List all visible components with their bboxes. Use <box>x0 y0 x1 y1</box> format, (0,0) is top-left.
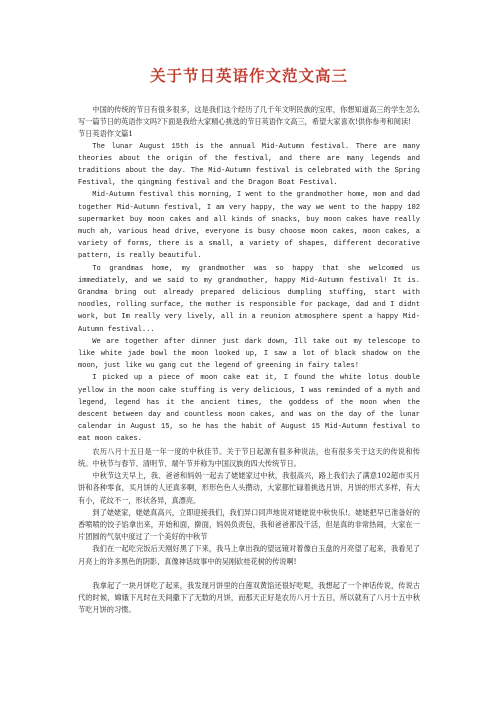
section-heading: 节日英语作文篇1 <box>78 129 133 139</box>
intro-paragraph: 中国的传统的节日有很多很多，这是我们这个经历了几千年文明民族的宝库，你想知道高三的学生怎么写一篇节日的英语作文吗?下面是我给大家精心挑选的节日英语作文高三，希望大家喜欢!供你参考和阅读! <box>78 105 420 127</box>
document-body <box>78 104 420 616</box>
english-paragraph-1: The lunar August 15th is the annual Mid-Autumn festival. There are many theories about the origin of the festival, and there are many legends and traditions about the day. The Mid-Autumn festival is celebrated with the Spring Festival, the qingming festival and the Dragon Boat Festival. <box>78 142 420 188</box>
english-paragraph-5: I picked up a piece of moon cake eat it, I found the white lotus double yellow in the moon cake stuffing is very delicious, I was reminded of a myth and legend, legend has it the ancient times, the goddess of the moon when the descent between day and countless moon cakes, and was on the day of the lunar calendar in August 15, so he has the habit of August 15 Mid-Autumn festival to eat moon cakes. <box>78 374 420 444</box>
english-paragraph-3: To grandmas home, my grandmother was so happy that she welcomed us immediately, and we said to my grandmother, happy Mid-Autumn festival! It is. Grandma bring out already prepared delicious dumpling stuffing, start with noodles, rolling surface, the mother is responsible for package, dad and I didnt work, but Im really very lively, all in a reunion atmosphere spent a happy Mid-Autumn festival... <box>78 264 420 334</box>
chinese-paragraph-3: 到了姥姥家，姥姥真高兴，立即迎接我们，我们异口同声地说对姥姥说中秋快乐!。姥姥把早已准备好的香喷喷的饺子馅拿出来，开始和面，擀面，妈妈负责包，我和爸爸都没干活，但是真的非常热闹，大家在一片团圆的气氛中度过了一个美好的中秋节 <box>78 507 420 542</box>
english-paragraph-2: Mid-Autumn festival this morning, I went to the grandmother home, mom and dad together Mid-Autumn festival, I am very happy, the way we went to the happy 102 supermarket buy moon cakes and all kinds of snacks, buy moon cakes have really much ah, various head drive, everyone is busy choose moon cakes, moon cakes, a variety of forms, there is a small, a variety of shapes, different decorative pattern, is really beautiful. <box>78 191 420 261</box>
page-title: 关于节日英语作文范文高三 <box>149 66 348 85</box>
english-paragraph-4: We are together after dinner just dark down, Ill take out my telescope to like white jade bowl the moon looked up, I saw a lot of black shadow on the moon, just like wu gang cut the legend of greening in fairy tales! <box>78 337 420 371</box>
chinese-paragraph-4: 我们在一起吃完饭后天刚好黑了下来，我马上拿出我的望远镜对着像白玉盘的月亮望了起来，我看见了月亮上的许多黑色的阴影，真像神话故事中的吴刚砍桂花树的传说啊! <box>78 544 420 566</box>
chinese-paragraph-2: 中秋节这天早上，我、爸爸和妈妈一起去了姥姥家过中秋，我很高兴，路上我们去了满意102超市买月饼和各种零食，买月饼的人还真多啊，形形色色人头攒动，大家都忙碌着挑选月饼，月饼的形式多样，有大有小，花纹不一，形状各异，真漂亮。 <box>78 471 420 505</box>
chinese-paragraph-5: 我拿起了一块月饼吃了起来，我发现月饼里的白莲双黄馅还很好吃呢，我想起了一个神话传说，传说古代的时候，嫦娥下凡时在天间撒下了无数的月饼，而那天正好是农历八月十五日，所以就有了八月十五中秋节吃月饼的习惯。 <box>78 580 420 615</box>
chinese-paragraph-1: 农历八月十五日是一年一度的中秋佳节。关于节日起源有很多种说法，也有很多关于这天的传说和传统。中秋节与春节、清明节、端午节并称为中国汉族的四大传统节日。 <box>78 446 420 468</box>
